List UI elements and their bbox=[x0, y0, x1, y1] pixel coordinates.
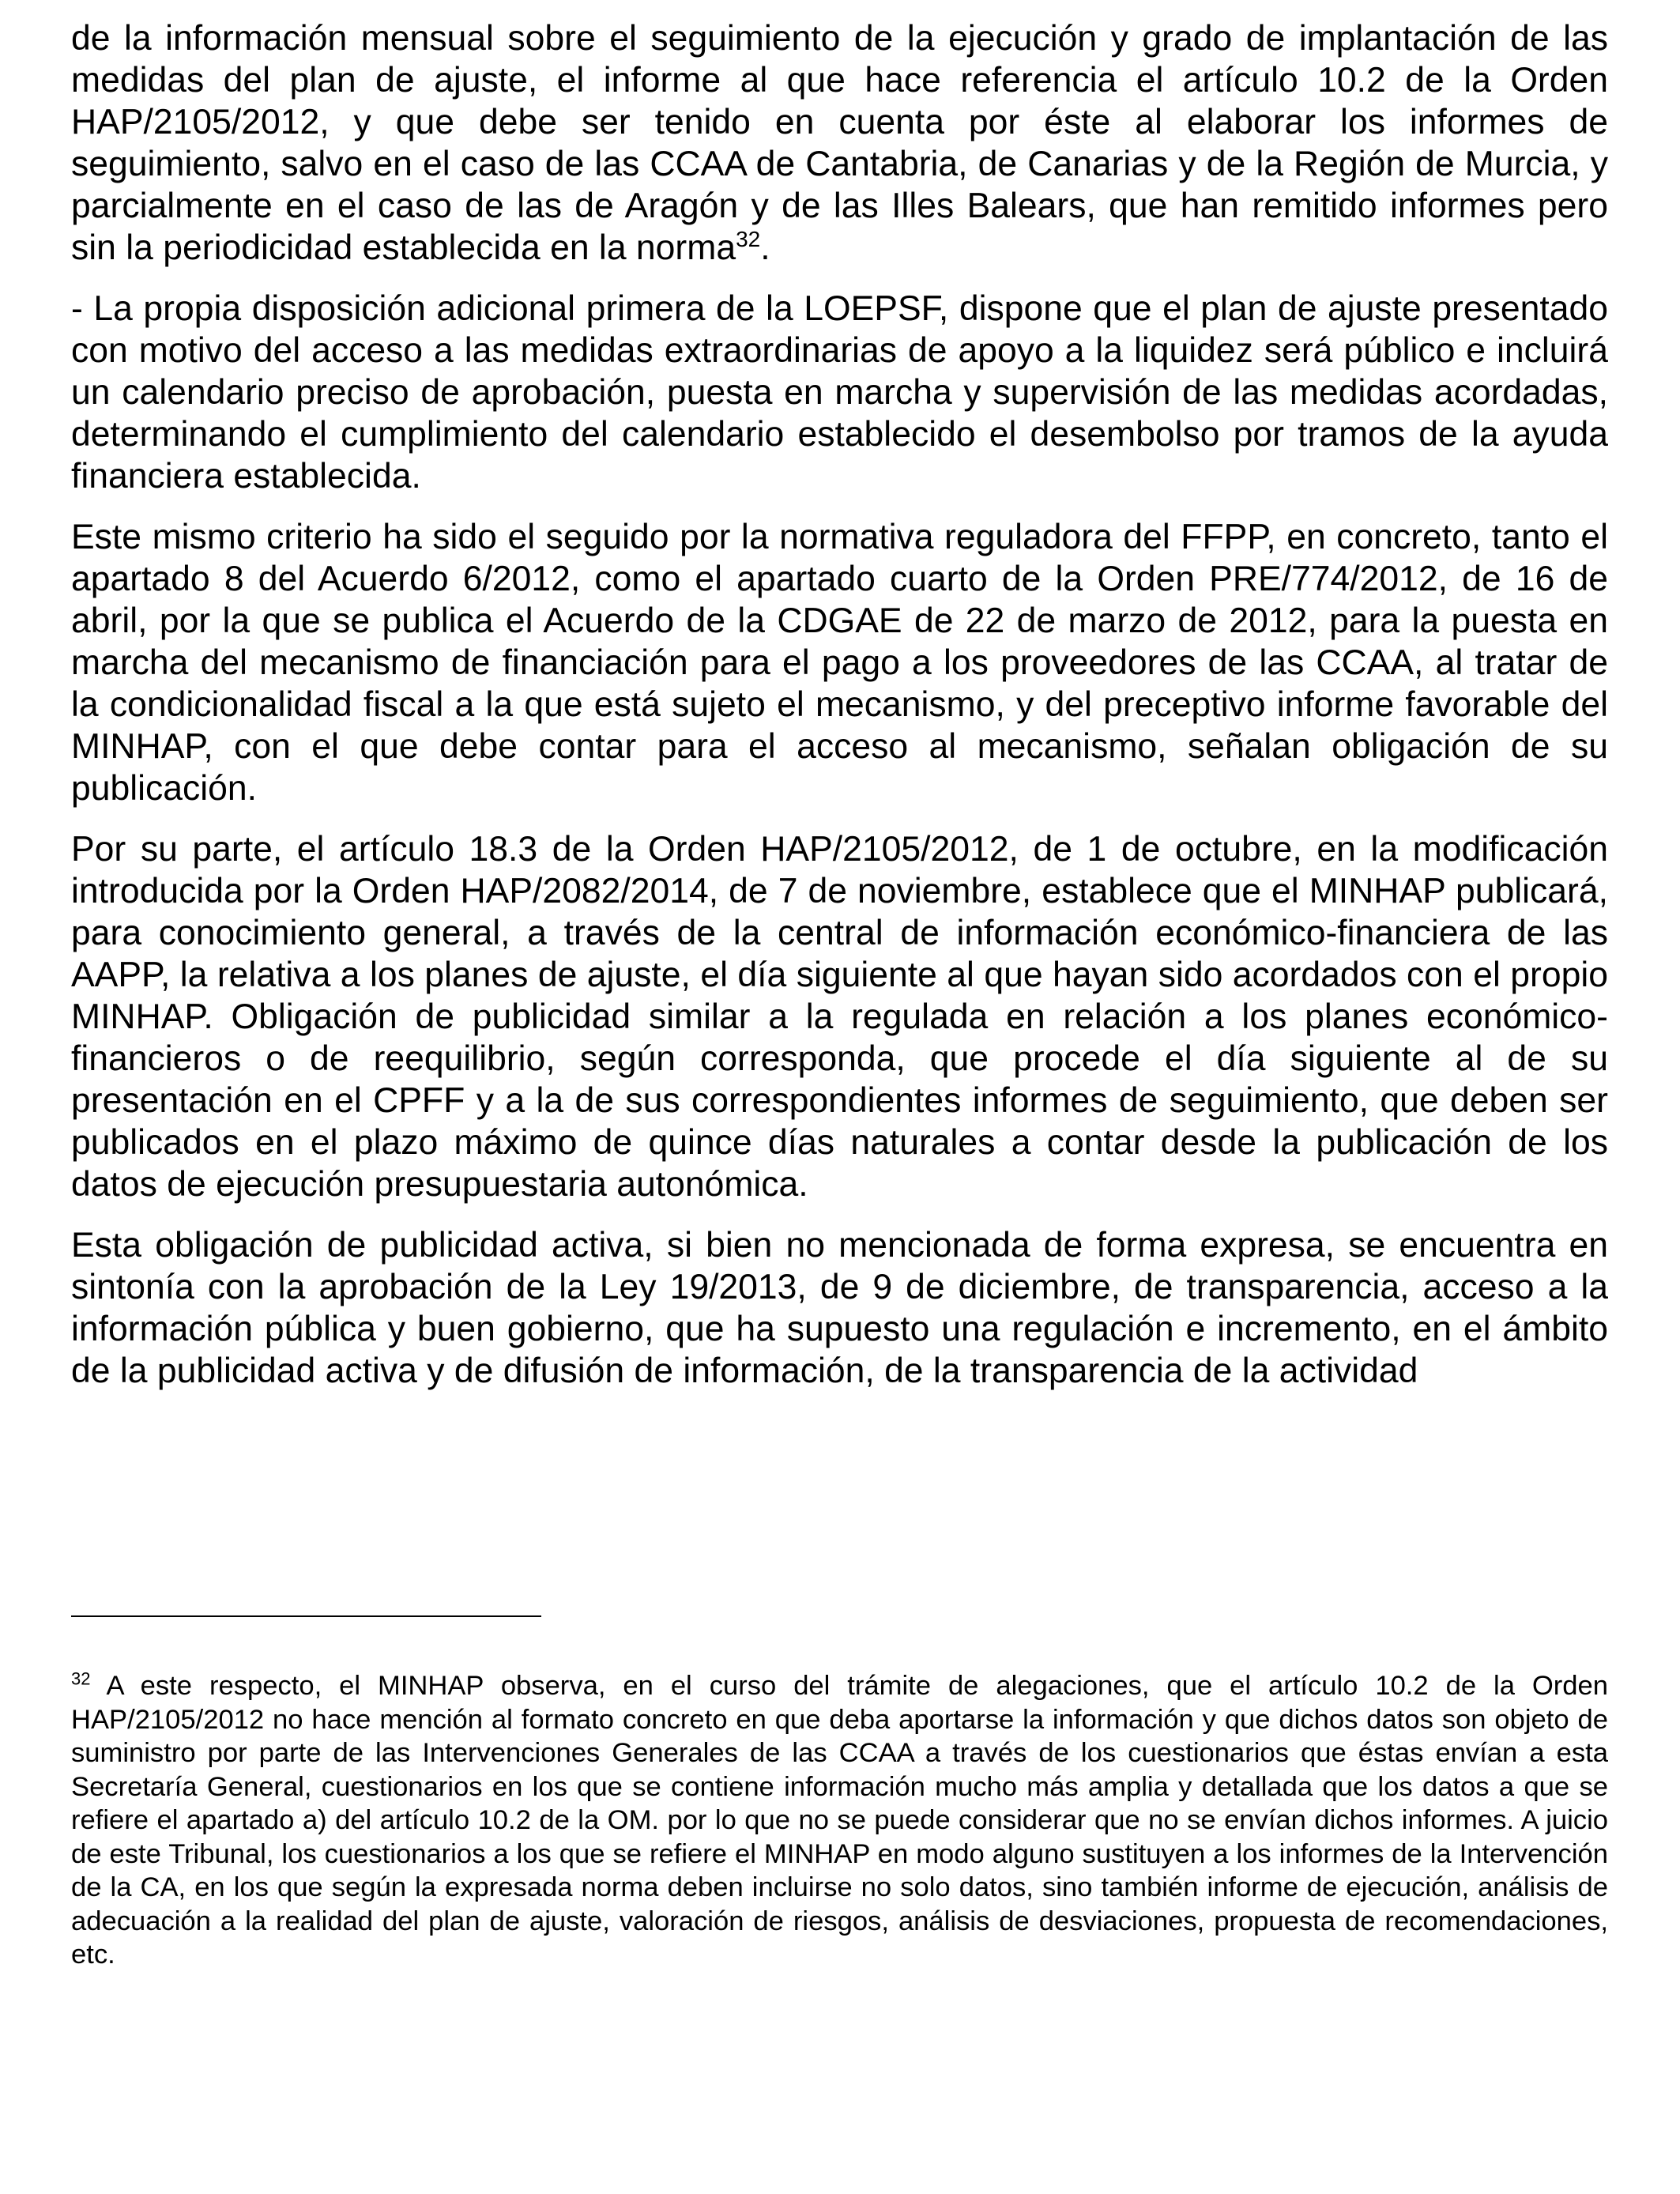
paragraph-1 bbox=[71, 17, 1608, 269]
paragraph-5: Esta obligación de publicidad activa, si bien no mencionada de forma expresa, se encuentra en sintonía con la aprobación de la Ley 19/2013, de 9 de diciembre, de transparencia, acceso a la información pública y buen gobierno, que ha supuesto una regulación e incremento, en el ámbito de la publicidad activa y de difusión de información, de la transparencia de la actividad bbox=[71, 1226, 1608, 1390]
footnote-32 bbox=[71, 1669, 1608, 1972]
paragraph-2: - La propia disposición adicional primera de la LOEPSF, dispone que el plan de ajuste presentado con motivo del acceso a las medidas extraordinarias de apoyo a la liquidez será público e incluirá un calendario preciso de aprobación, puesta en marcha y supervisión de las medidas acordadas, determinando el cumplimiento del calendario establecido el desembolso por tramos de la ayuda financiera establecida. bbox=[71, 289, 1608, 496]
paragraph-1-text: de la información mensual sobre el seguimiento de la ejecución y grado de implantación de las medidas del plan de ajuste, el informe al que hace referencia el artículo 10.2 de la Orden HAP/2105/2012, y que debe ser tenido en cuenta por éste al elaborar los informes de seguimiento, salvo en el caso de las CCAA de Cantabria, de Canarias y de la Región de Murcia, y parcialmente en el caso de las de Aragón y de las Illes Balears, que han remitido informes pero sin la periodicidad establecida en la norma bbox=[71, 19, 1608, 267]
paragraph-3: Este mismo criterio ha sido el seguido por la normativa reguladora del FFPP, en concreto, tanto el apartado 8 del Acuerdo 6/2012, como el apartado cuarto de la Orden PRE/774/2012, de 16 de abril, por la que se publica el Acuerdo de la CDGAE de 22 de marzo de 2012, para la puesta en marcha del mecanismo de financiación para el pago a los proveedores de las CCAA, al tratar de la condicionalidad fiscal a la que está sujeto el mecanismo, y del preceptivo informe favorable del MINHAP, con el que debe contar para el acceso al mecanismo, señalan obligación de su publicación. bbox=[71, 518, 1608, 808]
footnote-number: 32 bbox=[71, 1668, 91, 1689]
footnote-text: A este respecto, el MINHAP observa, en el curso del trámite de alegaciones, que el artículo 10.2 de la Orden HAP/2105/2012 no hace mención al formato concreto en que deba aportarse la información y que dichos datos son objeto de suministro por parte de las Intervenciones Generales de las CCAA a través de los cuestionarios que éstas envían a esta Secretaría General, cuestionarios en los que se contiene información mucho más amplia y detallada que los datos a que se refiere el apartado a) del artículo 10.2 de la OM. por lo que no se puede considerar que no se envían dichos informes. A juicio de este Tribunal, los cuestionarios a los que se refiere el MINHAP en modo alguno sustituyen a los informes de la Intervención de la CA, en los que según la expresada norma deben incluirse no solo datos, sino también informe de ejecución, análisis de adecuación a la realidad del plan de ajuste, valoración de riesgos, análisis de desviaciones, propuesta de recomendaciones, etc. bbox=[71, 1671, 1608, 1970]
paragraph-4: Por su parte, el artículo 18.3 de la Orden HAP/2105/2012, de 1 de octubre, en la modificación introducida por la Orden HAP/2082/2014, de 7 de noviembre, establece que el MINHAP publicará, para conocimiento general, a través de la central de información económico-financiera de las AAPP, la relativa a los planes de ajuste, el día siguiente al que hayan sido acordados con el propio MINHAP. Obligación de publicidad similar a la regulada en relación a los planes económico-financieros o de reequilibrio, según corresponda, que procede el día siguiente al de su presentación en el CPFF y a la de sus correspondientes informes de seguimiento, que deben ser publicados en el plazo máximo de quince días naturales a contar desde la publicación de los datos de ejecución presupuestaria autonómica. bbox=[71, 830, 1608, 1204]
footnote-reference-32[interactable]: 32 bbox=[736, 227, 761, 252]
paragraph-1-tail: . bbox=[760, 228, 770, 267]
footnote-separator bbox=[71, 1615, 541, 1617]
document-body bbox=[71, 17, 1608, 1411]
